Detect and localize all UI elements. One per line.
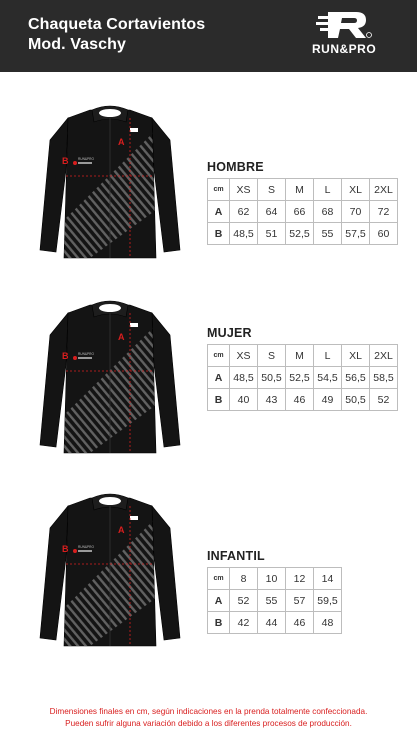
table-header-row [208,568,342,590]
measure-label-b: B [62,351,69,361]
chest-logo-text: RUN&PRO [78,352,94,356]
table-cell: 58,5 [370,367,398,389]
row-key: B [208,389,230,411]
table-cell: 68 [314,201,342,223]
size-header: L [314,179,342,201]
size-header: 8 [230,568,258,590]
footer-note-1: Dimensiones finales en cm, según indicaciones en la prenda totalmente confeccionada. [49,707,368,716]
row-key: A [208,367,230,389]
size-table-hombre [207,178,398,245]
jacket-illustration-hombre [30,100,190,270]
table-cell: 46 [286,612,314,634]
table-cell: 52,5 [286,367,314,389]
table-cell: 55 [314,223,342,245]
table-cell: 72 [370,201,398,223]
table-header-row [208,179,398,201]
table-cell: 66 [286,201,314,223]
jacket-illustration-infantil [30,488,190,658]
table-cell: 57 [286,590,314,612]
table-row [208,590,342,612]
size-table-mujer [207,344,398,411]
table-cell: 62 [230,201,258,223]
size-header: 10 [258,568,286,590]
size-header: S [258,179,286,201]
table-cell: 48,5 [230,223,258,245]
unit-cell: cm [208,568,230,590]
size-table-infantil [207,567,342,634]
chest-logo-text: RUN&PRO [78,157,94,161]
table-cell: 60 [370,223,398,245]
footer-note-2: Pueden sufrir alguna variación debido a los diferentes procesos de producción. [65,719,352,728]
unit-cell: cm [208,345,230,367]
table-cell: 44 [258,612,286,634]
size-header: 2XL [370,345,398,367]
measure-label-a: A [118,137,125,147]
table-header-row [208,345,398,367]
table-row [208,389,398,411]
unit-cell: cm [208,179,230,201]
table-cell: 50,5 [258,367,286,389]
table-cell: 49 [314,389,342,411]
table-cell: 43 [258,389,286,411]
size-header: 2XL [370,179,398,201]
row-key: A [208,201,230,223]
table-cell: 57,5 [342,223,370,245]
jacket-drawing [30,488,190,658]
table-cell: 40 [230,389,258,411]
measure-label-a: A [118,332,125,342]
row-key: B [208,223,230,245]
table-cell: 54,5 [314,367,342,389]
table-row [208,367,398,389]
brand-logo-icon [316,10,372,40]
jacket-drawing [30,100,190,270]
size-header: M [286,345,314,367]
table-cell: 70 [342,201,370,223]
table-cell: 46 [286,389,314,411]
section-title-hombre: HOMBRE [207,160,264,174]
size-header: L [314,345,342,367]
table-cell: 42 [230,612,258,634]
jacket-illustration-mujer [30,295,190,465]
table-cell: 52 [230,590,258,612]
measure-label-b: B [62,156,69,166]
size-header: XL [342,345,370,367]
chest-logo-text: RUN&PRO [78,545,94,549]
table-cell: 55 [258,590,286,612]
table-cell: 52 [370,389,398,411]
table-cell: 48 [314,612,342,634]
table-cell: 50,5 [342,389,370,411]
section-title-mujer: MUJER [207,326,252,340]
row-key: A [208,590,230,612]
size-header: XL [342,179,370,201]
table-cell: 59,5 [314,590,342,612]
page-header [0,0,417,72]
table-cell: 48,5 [230,367,258,389]
table-cell: 64 [258,201,286,223]
size-header: XS [230,345,258,367]
measure-label-b: B [62,544,69,554]
row-key: B [208,612,230,634]
size-header: XS [230,179,258,201]
jacket-drawing [30,295,190,465]
table-cell: 51 [258,223,286,245]
table-row [208,201,398,223]
brand-name: RUN&PRO [312,42,377,56]
table-row [208,612,342,634]
table-cell: 52,5 [286,223,314,245]
section-title-infantil: INFANTIL [207,549,265,563]
table-cell: 56,5 [342,367,370,389]
title-line-1: Chaqueta Cortavientos [28,16,206,33]
measure-label-a: A [118,525,125,535]
title-line-2: Mod. Vaschy [28,36,127,53]
size-header: 14 [314,568,342,590]
table-row [208,223,398,245]
size-header: 12 [286,568,314,590]
size-header: S [258,345,286,367]
size-header: M [286,179,314,201]
